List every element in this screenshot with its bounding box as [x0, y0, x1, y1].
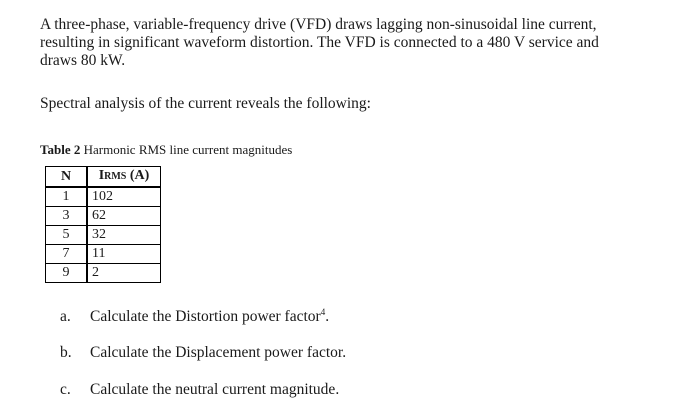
- table-caption-label: Table 2: [40, 142, 81, 157]
- rms-current-cell: 102: [87, 187, 161, 207]
- intro-line-3: draws 80 kW.: [40, 52, 126, 69]
- harmonic-order-cell: 5: [46, 226, 88, 245]
- question-a: [60, 303, 329, 326]
- harmonic-order-cell: 1: [46, 187, 88, 207]
- table-row: [46, 264, 161, 283]
- header-i-unit: (A): [126, 168, 150, 183]
- table-caption-text: Harmonic RMS line current magnitudes: [80, 142, 293, 157]
- question-text: Calculate the Displacement power factor.: [90, 344, 347, 361]
- header-harmonic-order: N: [46, 167, 88, 188]
- harmonic-order-cell: 3: [46, 207, 88, 226]
- problem-statement: [40, 16, 670, 70]
- header-i-sub: RMS: [104, 171, 127, 182]
- harmonic-order-cell: 9: [46, 264, 88, 283]
- intro-line-2: resulting in significant waveform distortion. The VFD is connected to a 480 V service and: [40, 34, 599, 51]
- spectral-analysis-text: Spectral analysis of the current reveals the following:: [40, 95, 371, 112]
- table-caption: [40, 142, 292, 158]
- rms-current-cell: 11: [87, 245, 161, 264]
- table-row: [46, 245, 161, 264]
- question-letter: a.: [60, 308, 71, 326]
- table-header-row: [46, 167, 161, 188]
- header-i-main: I: [98, 168, 105, 183]
- question-text: Calculate the neutral current magnitude.: [90, 381, 340, 398]
- rms-current-cell: 32: [87, 226, 161, 245]
- table-row: [46, 226, 161, 245]
- table-row: [46, 207, 161, 226]
- footnote-marker: 4: [320, 307, 326, 317]
- rms-current-cell: 2: [87, 264, 161, 283]
- header-rms-current: [87, 167, 161, 188]
- question-text: Calculate the Distortion power factor: [90, 308, 321, 326]
- harmonic-order-cell: 7: [46, 245, 88, 264]
- question-letter: b.: [60, 344, 72, 361]
- intro-line-1: A three-phase, variable-frequency drive (VFD) draws lagging non-sinusoidal line current,: [40, 16, 597, 33]
- question-c: [60, 381, 339, 399]
- table-row: [46, 187, 161, 207]
- question-b: [60, 344, 346, 362]
- harmonic-table: [45, 166, 161, 283]
- question-letter: c.: [60, 381, 71, 398]
- question-tail: .: [325, 308, 330, 326]
- rms-current-cell: 62: [87, 207, 161, 226]
